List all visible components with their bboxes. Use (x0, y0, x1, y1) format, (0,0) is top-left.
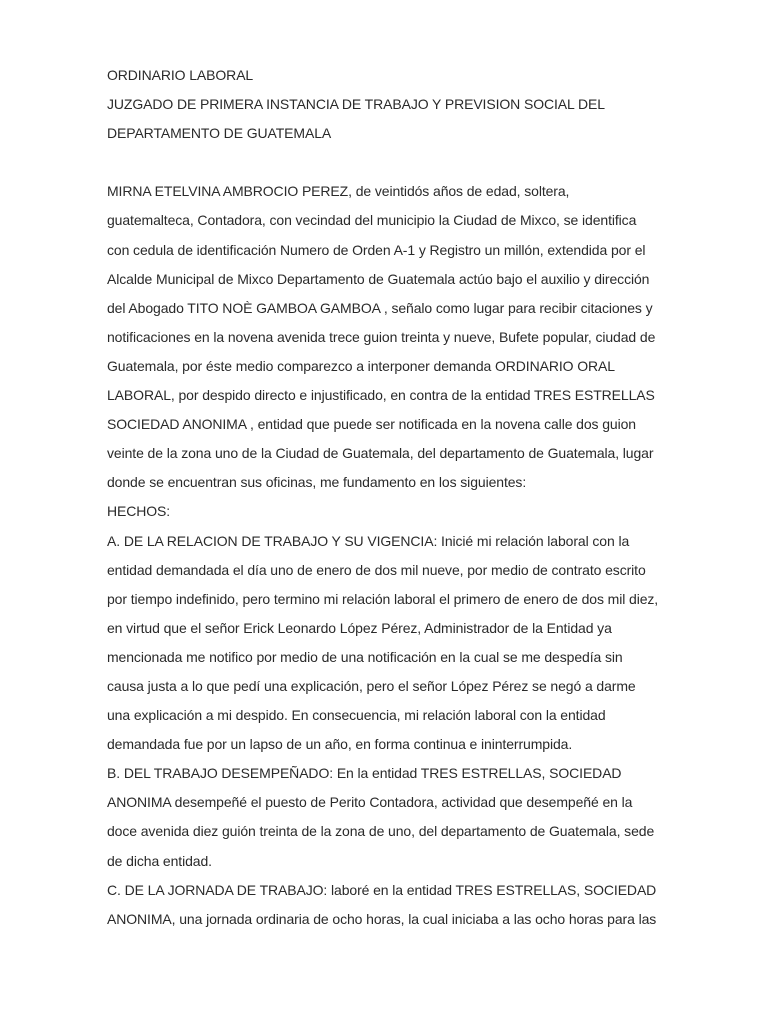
body-line: Alcalde Municipal de Mixco Departamento de Guatemala actúo bajo el auxilio y dirección (107, 270, 650, 287)
body-line: ANONIMA desempeñé el puesto de Perito Contadora, actividad que desempeñé en la (107, 794, 633, 811)
paragraph-gap (107, 148, 667, 177)
body-text (107, 177, 667, 933)
body-line: doce avenida diez guión treinta de la zona de uno, del departamento de Guatemala, sede (107, 823, 655, 840)
body-line: ANONIMA, una jornada ordinaria de ocho horas, la cual iniciaba a las ocho horas para las (107, 910, 657, 927)
document-text (107, 61, 667, 934)
body-line: en virtud que el señor Erick Leonardo López Pérez, Administrador de la Entidad ya (107, 619, 612, 636)
body-line: del Abogado TITO NOÈ GAMBOA GAMBOA , señalo como lugar para recibir citaciones y (107, 299, 653, 316)
body-line: SOCIEDAD ANONIMA , entidad que puede ser notificada en la novena calle dos guion (107, 416, 636, 433)
body-line: LABORAL, por despido directo e injustificado, en contra de la entidad TRES ESTRELLAS (107, 387, 655, 404)
body-line: veinte de la zona uno de la Ciudad de Guatemala, del departamento de Guatemala, lugar (107, 445, 654, 462)
heading-line-2: JUZGADO DE PRIMERA INSTANCIA DE TRABAJO Y PREVISION SOCIAL DEL (107, 96, 605, 113)
body-line: Guatemala, por éste medio comparezco a interponer demanda ORDINARIO ORAL (107, 357, 615, 374)
body-line: con cedula de identificación Numero de Orden A-1 y Registro un millón, extendida por el (107, 241, 646, 258)
body-line: A. DE LA RELACION DE TRABAJO Y SU VIGENCIA: Inicié mi relación laboral con la (107, 532, 630, 549)
section-heading-hechos: HECHOS: (107, 503, 171, 520)
body-line: MIRNA ETELVINA AMBROCIO PEREZ, de veintidós años de edad, soltera, (107, 183, 570, 200)
body-line: C. DE LA JORNADA DE TRABAJO: laboré en la entidad TRES ESTRELLAS, SOCIEDAD (107, 881, 657, 898)
body-line: guatemalteca, Contadora, con vecindad del municipio la Ciudad de Mixco, se identifica (107, 212, 637, 229)
body-line: entidad demandada el día uno de enero de dos mil nueve, por medio de contrato escrito (107, 561, 646, 578)
body-line: mencionada me notifico por medio de una notificación en la cual se me despedía sin (107, 648, 623, 665)
body-line: por tiempo indefinido, pero termino mi relación laboral el primero de enero de dos mil diez, (107, 590, 659, 607)
body-line: donde se encuentran sus oficinas, me fundamento en los siguientes: (107, 474, 527, 491)
body-line: causa justa a lo que pedí una explicación, pero el señor López Pérez se negó a darme (107, 677, 636, 694)
heading-line-3: DEPARTAMENTO DE GUATEMALA (107, 125, 332, 142)
body-line: de dicha entidad. (107, 852, 212, 869)
body-line: demandada fue por un lapso de un año, en forma continua e ininterrumpida. (107, 736, 573, 753)
heading-line-1: ORDINARIO LABORAL (107, 67, 254, 83)
body-line: B. DEL TRABAJO DESEMPEÑADO: En la entidad TRES ESTRELLAS, SOCIEDAD (107, 765, 622, 782)
body-line: una explicación a mi despido. En consecuencia, mi relación laboral con la entidad (107, 707, 606, 724)
body-line: notificaciones en la novena avenida trece guion treinta y nueve, Bufete popular, ciudad de (107, 328, 656, 345)
